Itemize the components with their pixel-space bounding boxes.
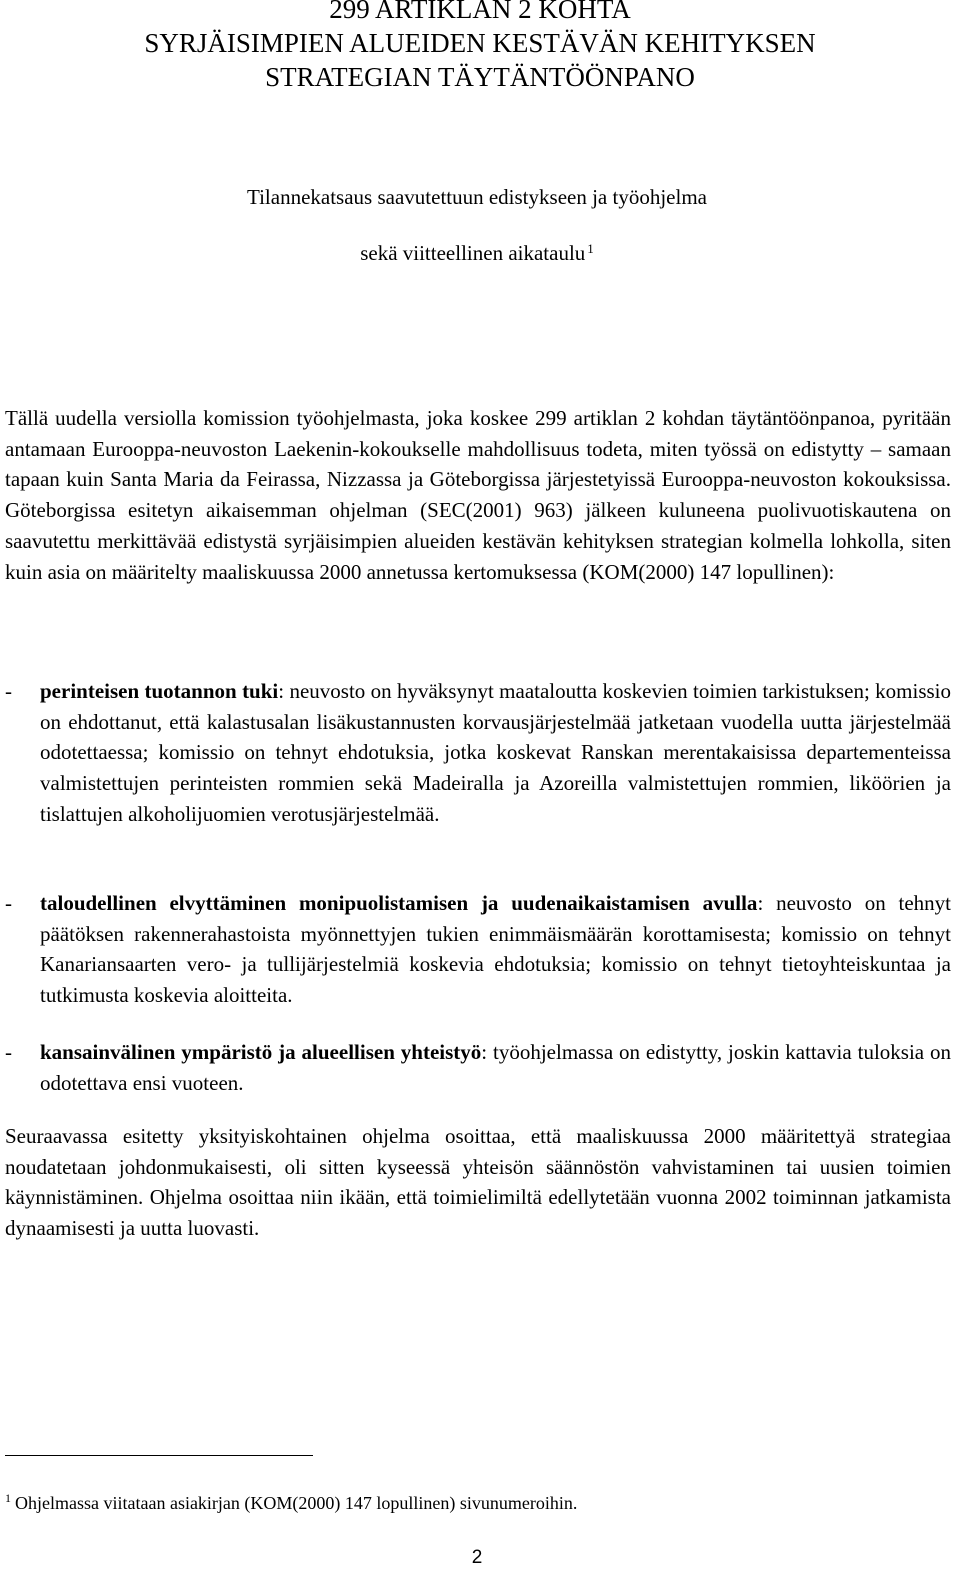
- title-line-1: 299 ARTIKLAN 2 KOHTA: [329, 0, 631, 24]
- list-item-heading: kansainvälinen ympäristö ja alueellisen yhteistyö: [40, 1040, 482, 1064]
- footnote-separator: [5, 1455, 313, 1456]
- list-item-text: [40, 1037, 951, 1098]
- document-title: [0, 0, 960, 94]
- intro-paragraph: Tällä uudella versiolla komission työohjelmasta, joka koskee 299 artiklan 2 kohdan täytäntöönpanoa, pyritään antamaan Eurooppa-neuvoston Laekenin-kokoukselle mahdollisuus todeta, miten työssä on edistytty – samaan tapaan kuin Santa Maria da Feirassa, Nizzassa ja Göteborgissa järjestetyissä Eurooppa-neuvoston kokouksissa. Göteborgissa esitetyn aikaisemman ohjelman (SEC(2001) 963) jälkeen kuluneena puolivuotiskautena on saavutettu merkittävää edistystä syrjäisimpien alueiden kestävän kehityksen strategian kolmella lohkolla, siten kuin asia on määritelty maaliskuussa 2000 annetussa kertomuksessa (KOM(2000) 147 lopullinen):: [5, 406, 951, 584]
- list-item: [5, 676, 951, 830]
- footnote-text: Ohjelmassa viitataan asiakirjan (KOM(2000) 147 lopullinen) sivunumeroihin.: [15, 1493, 578, 1513]
- list-item-body: : työohjelmassa on edistytty, joskin kattavia tuloksia on odotettava ensi vuoteen.: [40, 1040, 951, 1095]
- title-line-2: SYRJÄISIMPIEN ALUEIDEN KESTÄVÄN KEHITYKSEN: [144, 28, 816, 58]
- list-item-heading: taloudellinen elvyttäminen monipuolistamisen ja uudenaikaistamisen avulla: [40, 891, 758, 915]
- footnote: [5, 1491, 577, 1515]
- list-dash: -: [5, 891, 12, 915]
- list-item: [5, 888, 951, 1011]
- list-item-body: : neuvosto on hyväksynyt maataloutta koskevien toimien tarkistuksen; komissio on ehdottanut, että kalastusalan lisäkustannusten korvausjärjestelmää jatketaan vuodella uutta järjestelmää odotettaessa; komissio on tehnyt ehdotuksia, jotka koskevat Ranskan merentakaisissa departementeissa valmistettujen perinteisten rommien sekä Madeiralla ja Azoreilla valmistettujen rommien, liköörien ja tislattujen alkoholijuomien verotusjärjestelmää.: [40, 679, 952, 826]
- page-number: 2: [471, 1547, 483, 1568]
- subtitle-line-1: Tilannekatsaus saavutettuun edistykseen ja työohjelma: [247, 185, 707, 209]
- closing-paragraph: Seuraavassa esitetty yksityiskohtainen ohjelma osoittaa, että maaliskuussa 2000 määritettyä strategiaa noudatetaan johdonmukaisesti, oli sitten kyseessä yhteisön säännöstön vahvistaminen tai uusien toimien käynnistäminen. Ohjelma osoittaa niin ikään, että toimielimiltä edellytetään vuonna 2002 toiminnan jatkamista dynaamisesti ja uutta luovasti.: [5, 1124, 951, 1241]
- list-item: [5, 1037, 951, 1098]
- list-item-text: [40, 676, 951, 830]
- subtitle-line-2-text: sekä viitteellinen aikataulu: [360, 241, 586, 265]
- title-line-3: STRATEGIAN TÄYTÄNTÖÖNPANO: [265, 62, 695, 92]
- list-dash: -: [5, 679, 12, 703]
- subtitle-line-2: [0, 240, 954, 266]
- list-item-text: [40, 888, 951, 1011]
- list-dash: -: [5, 1040, 12, 1064]
- list-item-body: : neuvosto on tehnyt päätöksen rakennerahastoista myönnettyjen tukien enimmäismäärän korottamisesta; komissio on tehnyt Kanariansaarten vero- ja tullijärjestelmiä koskevia ehdotuksia; komissio on tehnyt tietoyhteiskuntaa ja tutkimusta koskevia aloitteita.: [40, 891, 951, 1008]
- list-item-heading: perinteisen tuotannon tuki: [40, 679, 279, 703]
- footnote-mark: 1: [5, 1491, 11, 1505]
- footnote-reference[interactable]: 1: [587, 241, 594, 256]
